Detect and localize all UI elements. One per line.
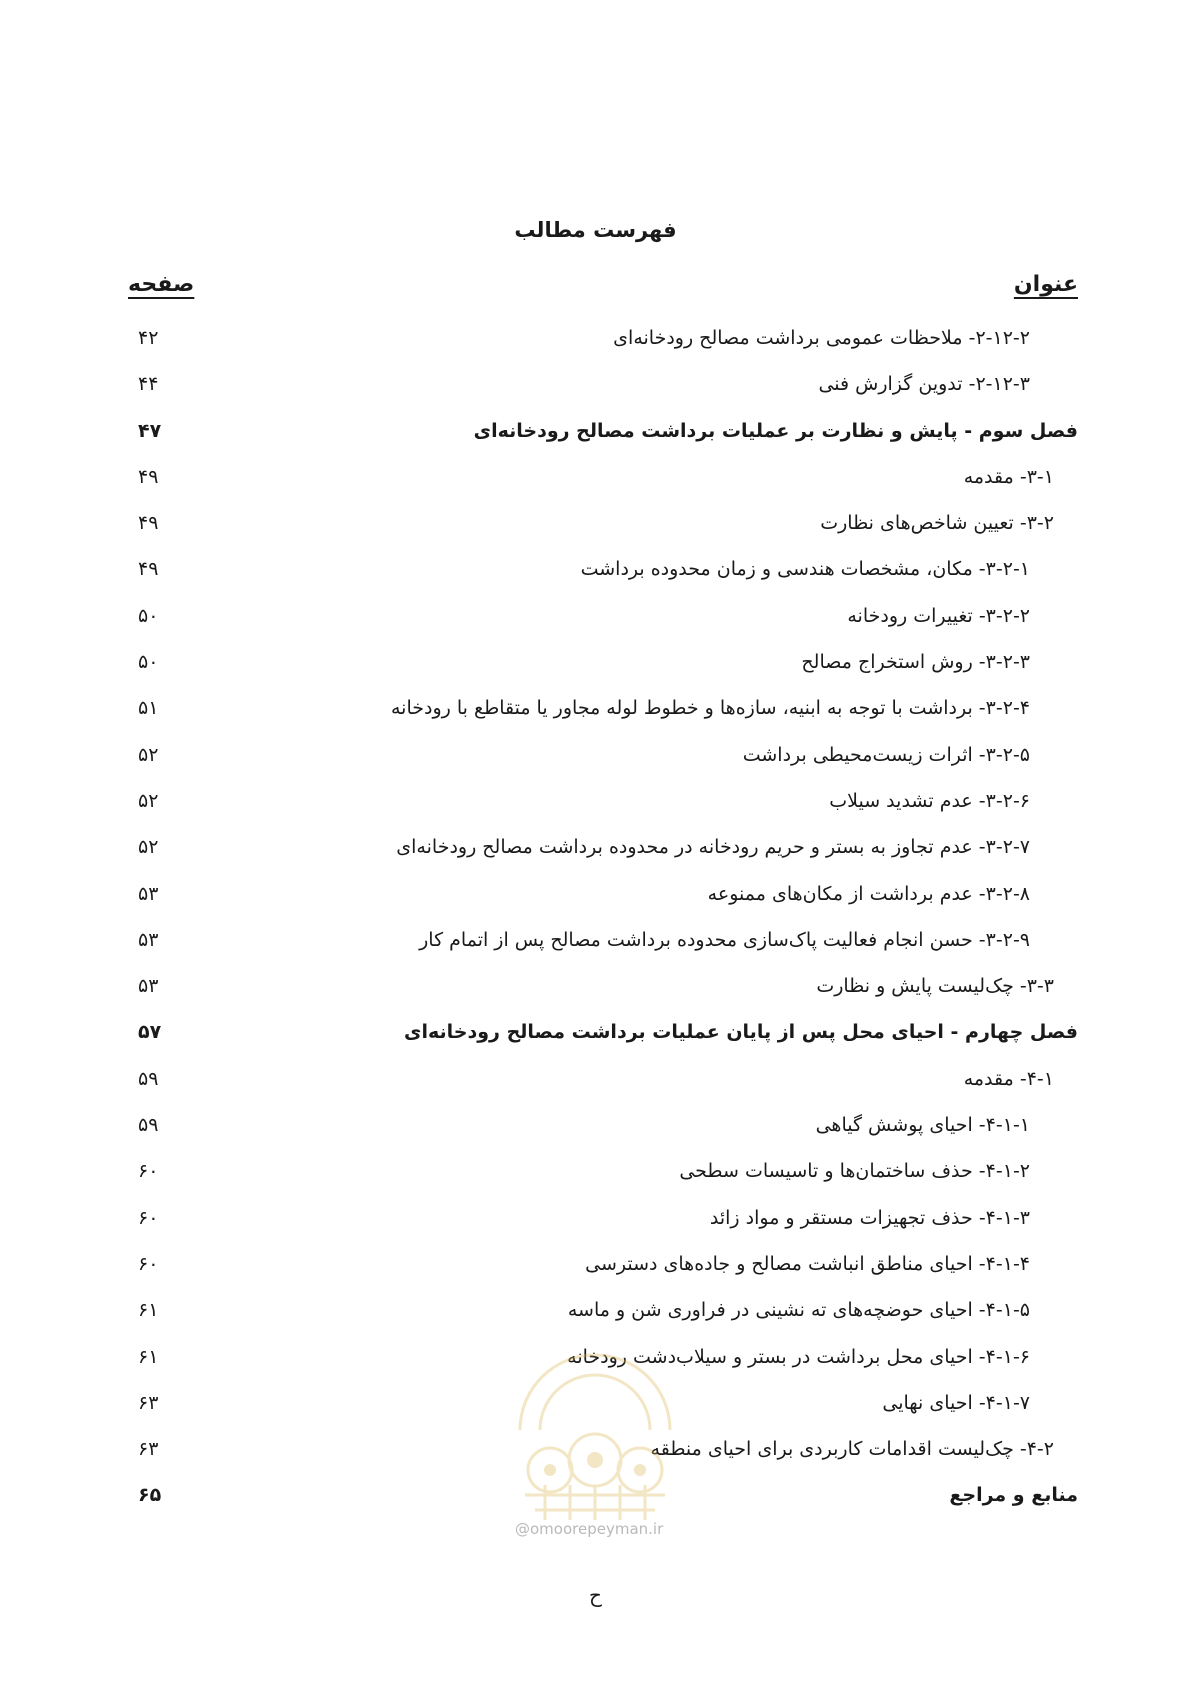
toc-row[interactable] <box>128 546 1078 592</box>
page-column-header: صفحه <box>128 272 195 297</box>
toc-row[interactable] <box>128 1241 1078 1287</box>
toc-row[interactable] <box>128 778 1078 824</box>
toc-entry-page: ۶۰ <box>138 1206 159 1229</box>
toc-entry-page: ۴۹ <box>138 558 159 581</box>
toc-entry-page: ۶۳ <box>138 1438 159 1461</box>
toc-entry-page: ۵۳ <box>138 975 159 998</box>
toc-entry-title: ۴-۱-۴- احیای مناطق انباشت مصالح و جاده‌های دسترسی <box>585 1252 1030 1275</box>
toc-entry-page: ۴۲ <box>138 327 159 349</box>
toc-entry-title: ۳-۲-۴- برداشت با توجه به ابنیه، سازه‌ها و خطوط لوله مجاور یا متقاطع با رودخانه <box>391 697 1030 720</box>
toc-entry-page: ۶۳ <box>138 1391 159 1414</box>
toc-entry-title: ۴-۱-۵- احیای حوضچه‌های ته نشینی در فراوری شن و ماسه <box>567 1299 1030 1322</box>
toc-entry-page: ۵۱ <box>138 697 159 720</box>
toc-entry-title: ۳-۱- مقدمه <box>963 465 1054 488</box>
toc-entry-title: ۴-۱-۳- حذف تجهیزات مستقر و مواد زائد <box>709 1206 1030 1229</box>
toc-chapter-row[interactable] <box>128 408 1078 454</box>
toc-row[interactable] <box>128 1195 1078 1241</box>
toc-row[interactable] <box>128 824 1078 870</box>
toc-chapter-row[interactable] <box>128 1009 1078 1055</box>
page-number: ح <box>589 1583 602 1607</box>
toc-entry-page: ۵۰ <box>138 651 159 674</box>
toc-entry-page: ۴۴ <box>138 373 159 396</box>
toc-entry-title: ۳-۲-۶- عدم تشدید سیلاب <box>829 789 1030 812</box>
toc-entry-title: ۲-۱۲-۳- تدوین گزارش فنی <box>818 373 1030 396</box>
toc-entry-title: ۴-۱- مقدمه <box>963 1067 1054 1090</box>
page-title: فهرست مطالب <box>514 218 677 242</box>
toc-row[interactable] <box>128 1056 1078 1102</box>
toc-entry-page: ۵۲ <box>138 789 159 812</box>
toc-entry-title: ۴-۱-۱- احیای پوشش گیاهی <box>815 1114 1030 1137</box>
toc-entry-page: ۵۲ <box>138 836 159 859</box>
toc-entry-page: ۴۹ <box>138 512 159 535</box>
toc-entry-title: ۳-۲-۷- عدم تجاوز به بستر و حریم رودخانه در محدوده برداشت مصالح رودخانه‌ای <box>396 836 1030 859</box>
toc-entry-title: ۴-۱-۷- احیای نهایی <box>882 1391 1030 1414</box>
toc-entry-page: ۴۹ <box>138 465 159 488</box>
toc-entry-page: ۵۹ <box>138 1114 159 1137</box>
toc-entry-title: ۳-۲-۵- اثرات زیست‌محیطی برداشت <box>742 743 1030 766</box>
toc-entry-title: ۴-۱-۲- حذف ساختمان‌ها و تاسیسات سطحی <box>679 1160 1030 1183</box>
toc-entry-title: ۳-۲-۹- حسن انجام فعالیت پاک‌سازی محدوده برداشت مصالح پس از اتمام کار <box>419 928 1030 951</box>
toc-entry-title: فصل سوم - پایش و نظارت بر عملیات برداشت مصالح رودخانه‌ای <box>473 419 1078 442</box>
toc-entry-page: ۶۵ <box>138 1484 162 1507</box>
toc-row[interactable] <box>128 454 1078 500</box>
toc-row[interactable] <box>128 1102 1078 1148</box>
toc-row[interactable] <box>128 593 1078 639</box>
toc-entry-title: ۳-۲-۸- عدم برداشت از مکان‌های ممنوعه <box>707 882 1030 905</box>
toc-entry-page: ۶۰ <box>138 1160 159 1183</box>
toc-entry-title: ۴-۱-۶- احیای محل برداشت در بستر و سیلاب‌دشت رودخانه <box>567 1345 1030 1368</box>
watermark-logo-icon <box>500 1320 690 1530</box>
toc-entry-page: ۶۱ <box>138 1299 159 1322</box>
toc-entry-page: ۵۳ <box>138 882 159 905</box>
toc-entry-title: فصل چهارم - احیای محل پس از پایان عملیات برداشت مصالح رودخانه‌ای <box>404 1021 1078 1044</box>
toc-row[interactable] <box>128 361 1078 407</box>
toc-entry-title: ۳-۲- تعیین شاخص‌های نظارت <box>820 512 1054 535</box>
toc-entry-page: ۶۰ <box>138 1252 159 1275</box>
watermark-url: @omoorepeyman.ir <box>515 1520 664 1538</box>
toc-row[interactable] <box>128 315 1078 361</box>
toc-entry-title: ۳-۳- چک‌لیست پایش و نظارت <box>816 975 1054 998</box>
toc-row[interactable] <box>128 963 1078 1009</box>
toc-entry-page: ۵۲ <box>138 743 159 766</box>
toc-entry-title: منابع و مراجع <box>949 1484 1078 1507</box>
toc-row[interactable] <box>128 685 1078 731</box>
toc-header <box>128 272 1078 308</box>
toc-row[interactable] <box>128 639 1078 685</box>
toc-entry-page: ۵۷ <box>138 1021 162 1044</box>
toc-entry-page: ۵۳ <box>138 928 159 951</box>
toc-entry-page: ۵۹ <box>138 1067 159 1090</box>
toc-entry-title: ۴-۲- چک‌لیست اقدامات کاربردی برای احیای منطقه <box>650 1438 1054 1461</box>
toc-entry-page: ۶۱ <box>138 1345 159 1368</box>
toc-entry-title: ۳-۲-۳- روش استخراج مصالح <box>801 651 1030 674</box>
toc-entry-title: ۲-۱۲-۲- ملاحظات عمومی برداشت مصالح رودخانه‌ای <box>613 327 1030 349</box>
toc-entry-page: ۵۰ <box>138 604 159 627</box>
toc-row[interactable] <box>128 500 1078 546</box>
toc-entry-page: ۴۷ <box>138 419 162 442</box>
toc-row[interactable] <box>128 871 1078 917</box>
title-column-header: عنوان <box>1013 272 1078 297</box>
toc-entry-title: ۳-۲-۱- مکان، مشخصات هندسی و زمان محدوده برداشت <box>580 558 1030 581</box>
toc-row[interactable] <box>128 1148 1078 1194</box>
toc-row[interactable] <box>128 732 1078 778</box>
toc-row[interactable] <box>128 917 1078 963</box>
toc-entry-title: ۳-۲-۲- تغییرات رودخانه <box>847 604 1030 627</box>
